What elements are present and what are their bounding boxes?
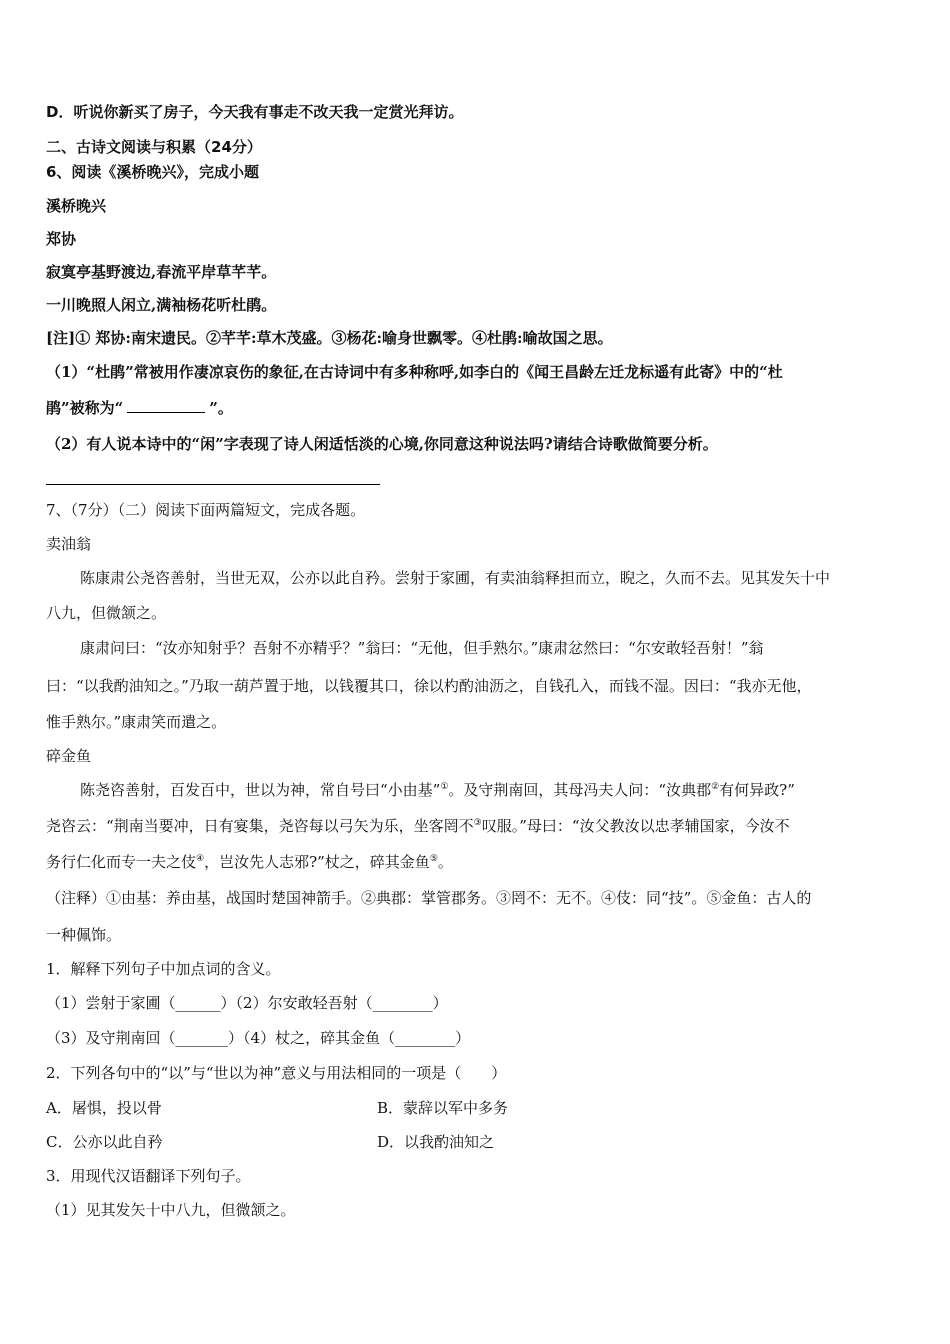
- text1-para2-line2: 曰：“以我酌油知之。”乃取一葫芦置于地，以钱覆其口，徐以杓酌油沥之，自钱孔入，而钱不湿。因曰：“我亦无他，: [46, 677, 812, 695]
- q7-sub1-row1[interactable]: （1）尝射于家圃（______）（2）尔安敢轻吾射（________）: [46, 994, 448, 1012]
- text1-para2-line3: 惟手熟尔。”康肃笑而遣之。: [46, 713, 227, 731]
- q7-sub3-item1: （1）见其发矢十中八九，但微颔之。: [46, 1201, 296, 1219]
- q6-prompt: 6、阅读《溪桥晚兴》，完成小题: [46, 163, 259, 181]
- text2-para-line1: [80, 780, 795, 800]
- section2-title: 二、古诗文阅读与积累（24分）: [46, 138, 262, 156]
- q7-sub1-row2[interactable]: （3）及守荆南回（_______）（4）杖之，碎其金鱼（________）: [46, 1029, 471, 1047]
- footnote-marker: ③: [473, 818, 482, 828]
- answer-line[interactable]: [46, 484, 380, 485]
- footnote-marker: ④: [196, 854, 205, 864]
- text2-seg: 。及守荆南回，其母冯夫人问：“汝典郡: [448, 781, 712, 799]
- footnote-marker: ②: [711, 782, 720, 792]
- poem-line-2: 一川晚照人闲立,满袖杨花听杜鹃。: [46, 296, 277, 314]
- footnote-marker: ⑤: [429, 854, 438, 864]
- q6-sub1-line1: （1）“杜鹃”常被用作凄凉哀伤的象征,在古诗词中有多种称呼,如李白的《闻王昌龄左迁龙标遥有此寄》中的“杜: [46, 363, 783, 381]
- option-b[interactable]: B．蒙辞以军中多务: [377, 1099, 509, 1117]
- q7-prompt: 7、（7分）（二）阅读下面两篇短文，完成各题。: [46, 501, 366, 519]
- q6-sub1-text-a: 鹃”被称为“: [46, 399, 124, 417]
- text2-seg: 有何异政?”: [719, 781, 795, 799]
- q7-sub3: 3．用现代汉语翻译下列句子。: [46, 1167, 251, 1185]
- poem-line-1: 寂寞亭基野渡边,春流平岸草芊芊。: [46, 263, 277, 281]
- q6-sub1-text-b: ”。: [209, 399, 233, 417]
- q7-sub2: 2．下列各句中的“以”与“世以为神”意义与用法相同的一项是（ ）: [46, 1064, 507, 1082]
- text1-para1-line2: 八九，但微颔之。: [46, 604, 167, 622]
- option-a[interactable]: A．屠惧，投以骨: [46, 1099, 162, 1117]
- text2-para-line2: [46, 816, 790, 836]
- text2-seg: 尧咨云：“荆南当要冲，日有宴集，尧咨每以弓矢为乐，坐客罔不: [46, 817, 474, 835]
- q6-sub2: （2）有人说本诗中的“闲”字表现了诗人闲适恬淡的心境,你同意这种说法吗?请结合诗歌做简要分析。: [46, 435, 718, 453]
- footnote-marker: ①: [440, 782, 449, 792]
- text2-seg: 务行仁化而专一夫之伎: [46, 853, 197, 871]
- text2-para-line3: [46, 852, 453, 872]
- option-c[interactable]: C．公亦以此自矜: [46, 1133, 163, 1151]
- text1-para1-line1: 陈康肃公尧咨善射，当世无双，公亦以此自矜。尝射于家圃，有卖油翁释担而立，睨之，久而不去。见其发矢十中: [80, 569, 831, 587]
- notes-line1: （注释）①由基：养由基，战国时楚国神箭手。②典郡：掌管郡务。③罔不：无不。④伎：同“技”。⑤金鱼：古人的: [46, 889, 812, 907]
- text2-seg: 叹服。”母曰：“汝父教汝以忠孝辅国家，今汝不: [481, 817, 790, 835]
- poem-note: [注]① 郑协:南宋遗民。②芊芊:草木茂盛。③杨花:喻身世飘零。④杜鹃:喻故国之思。: [46, 329, 613, 347]
- answer-blank[interactable]: [127, 398, 205, 413]
- poem-title: 溪桥晚兴: [46, 197, 107, 215]
- text1-title: 卖油翁: [46, 535, 92, 553]
- option-d[interactable]: D．以我酌油知之: [377, 1133, 495, 1151]
- q7-sub1: 1．解释下列句子中加点词的含义。: [46, 960, 281, 978]
- q6-sub1-line2: [46, 398, 233, 418]
- text2-seg: 陈尧咨善射，百发百中，世以为神，常自号曰“小由基”: [80, 781, 441, 799]
- text2-seg: ，岂汝先人志邪?”杖之，碎其金鱼: [204, 853, 430, 871]
- text1-para2-line1: 康肃问曰：“汝亦知射乎？吾射不亦精乎？”翁曰：“无他，但手熟尔。”康肃忿然曰：“尔安敢轻吾射！”翁: [80, 639, 764, 657]
- notes-line2: 一种佩饰。: [46, 926, 122, 944]
- poem-author: 郑协: [46, 230, 77, 248]
- text2-title: 碎金鱼: [46, 747, 92, 765]
- q5-option-d: D．听说你新买了房子，今天我有事走不改天我一定赏光拜访。: [46, 103, 464, 121]
- text2-seg: 。: [437, 853, 453, 871]
